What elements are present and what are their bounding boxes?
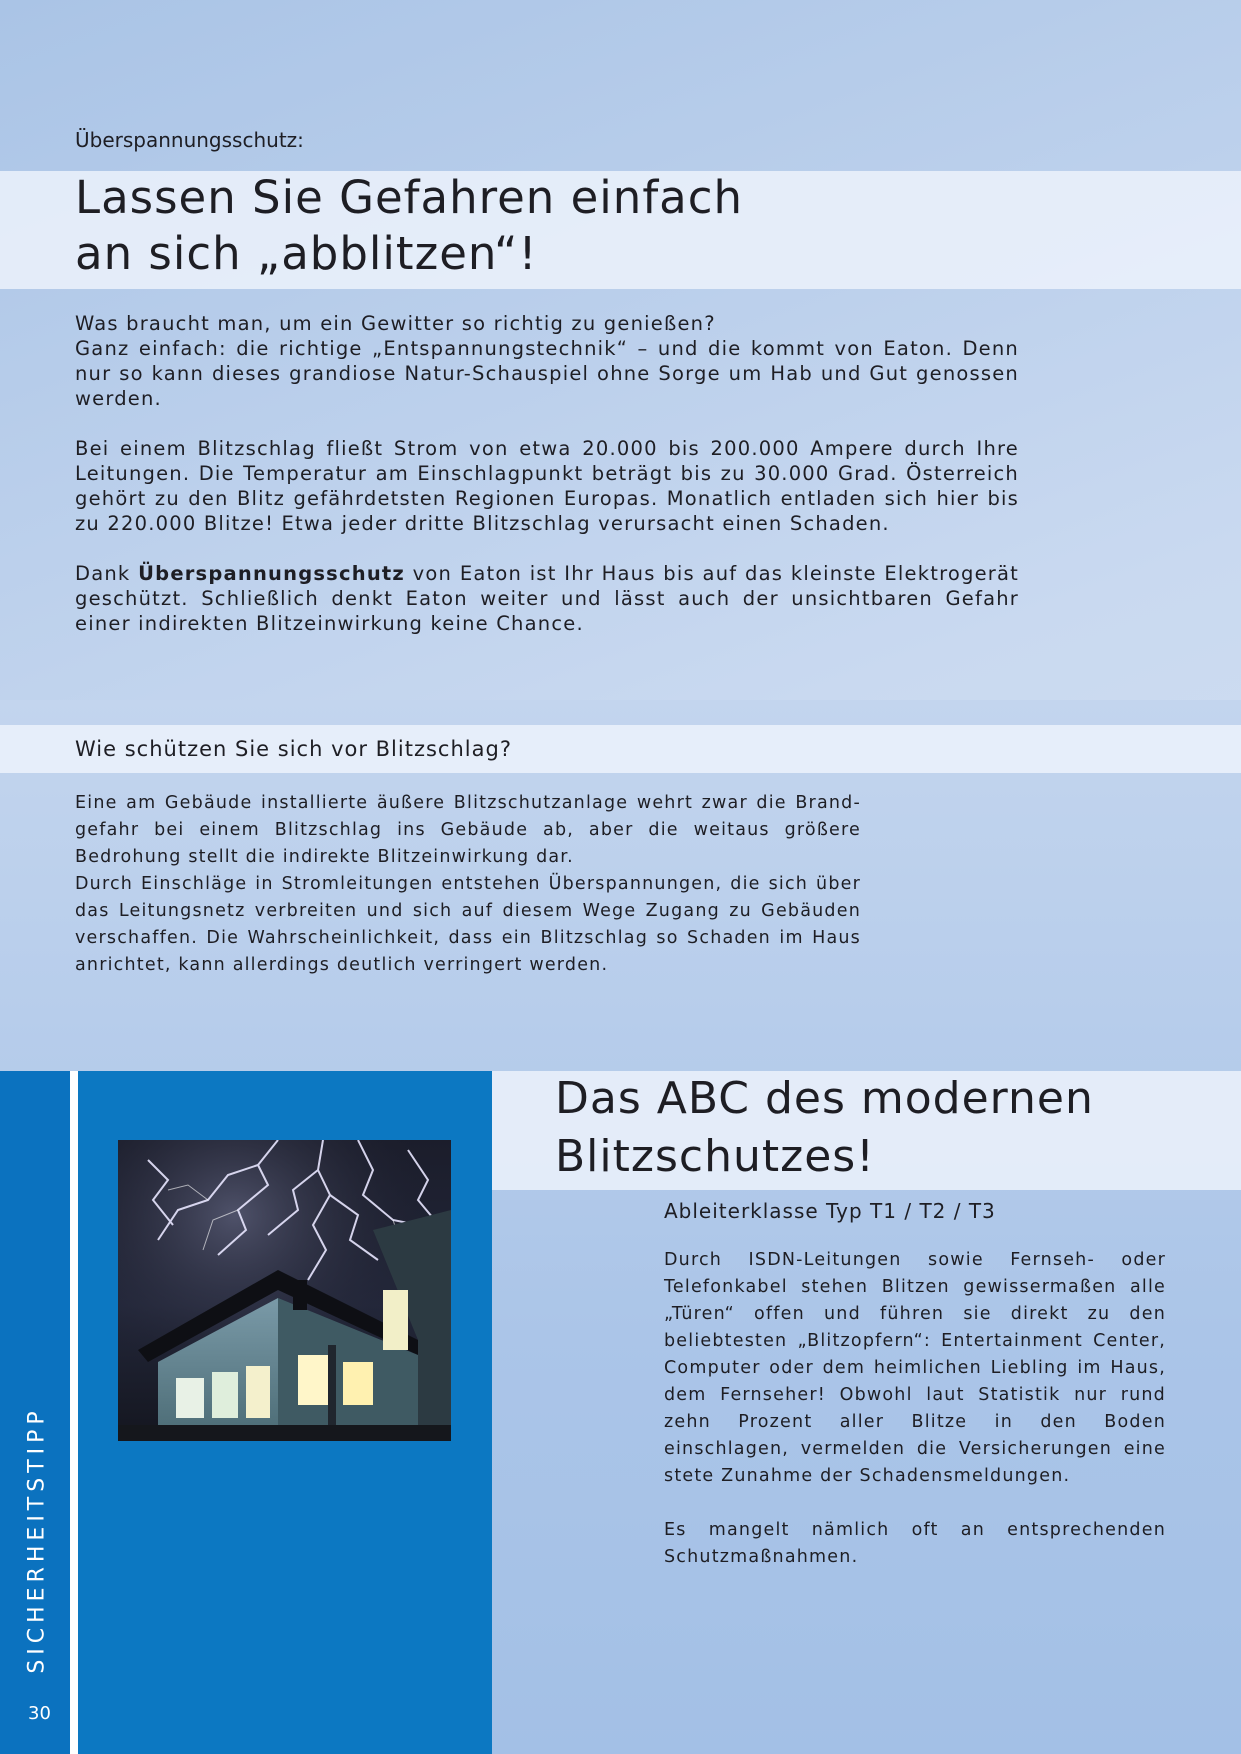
section3-paragraph-1: Durch ISDN-Leitungen sowie Fernseh- oder Telefonkabel stehen Blitzen gewissermaßen alle „Türen“ offen und führen sie direkt zu den beliebtesten „Blitzopfern“: Entertainment Center, Computer oder dem heimlichen Liebling im Haus, dem Fernseher! Obwohl laut Statistik nur rund zehn Prozent aller Blitze in den Boden einschlagen, vermelden die Versicherungen eine stete Zunahme der Schadensmeldungen. [664, 1250, 1166, 1486]
section2-paragraph-2: Durch Einschläge in Stromleitungen entstehen Überspannungen, die sich über das Leitungsnetz verbreiten und sich auf diesem Wege Zugang zu Gebäuden verschaffen. Die Wahrscheinlichkeit, dass ein Blitzschlag so Schaden im Haus anrichtet, kann allerdings deutlich verringert werden. [75, 874, 861, 975]
page-title-line1: Lassen Sie Gefahren einfach [75, 171, 744, 224]
page-title-line2: an sich „abblitzen“! [75, 227, 538, 280]
section3-title-line2: Blitzschutzes! [555, 1131, 875, 1182]
intro-p3-lead: Dank [75, 562, 139, 585]
section2-heading: Wie schützen Sie sich vor Blitzschlag? [75, 737, 512, 761]
page-title [75, 170, 743, 282]
intro-paragraph-1 [75, 311, 1019, 411]
intro-p3-rest: von Eaton ist Ihr Haus bis auf das kleinste Elektrogerät geschützt. Schließlich denkt Eaton weiter und lässt auch der unsichtbaren Gefahr einer indirekten Blitzeinwirkung keine Chance. [75, 562, 1019, 635]
house-lightning-photo [118, 1140, 451, 1441]
intro-paragraph-2: Bei einem Blitzschlag fließt Strom von etwa 20.000 bis 200.000 Ampere durch Ihre Leitungen. Die Temperatur am Einschlagpunkt beträgt bis zu 30.000 Grad. Österreich gehört zu den Blitz gefährdetsten Regionen Europas. Monatlich entladen sich hier bis zu 220.000 Blitze! Etwa jeder dritte Blitzschlag verursacht einen Schaden. [75, 437, 1019, 535]
house-lightning-icon [118, 1140, 451, 1441]
intro-p3-bold: Überspannungsschutz [138, 562, 405, 585]
intro-answer: Ganz einfach: die richtige „Entspannungstechnik“ – und die kommt von Eaton. Denn nur so kann dieses grandiose Natur-Schauspiel ohne Sorge um Hab und Gut genossen werden. [75, 337, 1019, 410]
intro-question: Was braucht man, um ein Gewitter so richtig zu genießen? [75, 312, 716, 335]
kicker: Überspannungsschutz: [75, 128, 304, 152]
section3-title [555, 1070, 1094, 1186]
section3-paragraph-2: Es mangelt nämlich oft an entsprechenden Schutzmaßnahmen. [664, 1520, 1166, 1567]
page-number: 30 [28, 1703, 51, 1724]
sidebar-divider [70, 1071, 78, 1754]
section2-body [75, 790, 861, 979]
intro-paragraph-3 [75, 561, 1019, 636]
section3-subheading: Ableiterklasse Typ T1 / T2 / T3 [664, 1199, 996, 1223]
section3-title-line1: Das ABC des modernen [555, 1073, 1094, 1124]
sidebar-label: SICHERHEITSTIPP [24, 1406, 50, 1674]
section3-body [664, 1247, 1166, 1571]
section2-paragraph-1: Eine am Gebäude installierte äußere Blitzschutzanlage wehrt zwar die Brand-gefahr bei einem Blitzschlag ins Gebäude ab, aber die weitaus größere Bedrohung stellt die indirekte Blitzeinwirkung dar. [75, 793, 861, 867]
